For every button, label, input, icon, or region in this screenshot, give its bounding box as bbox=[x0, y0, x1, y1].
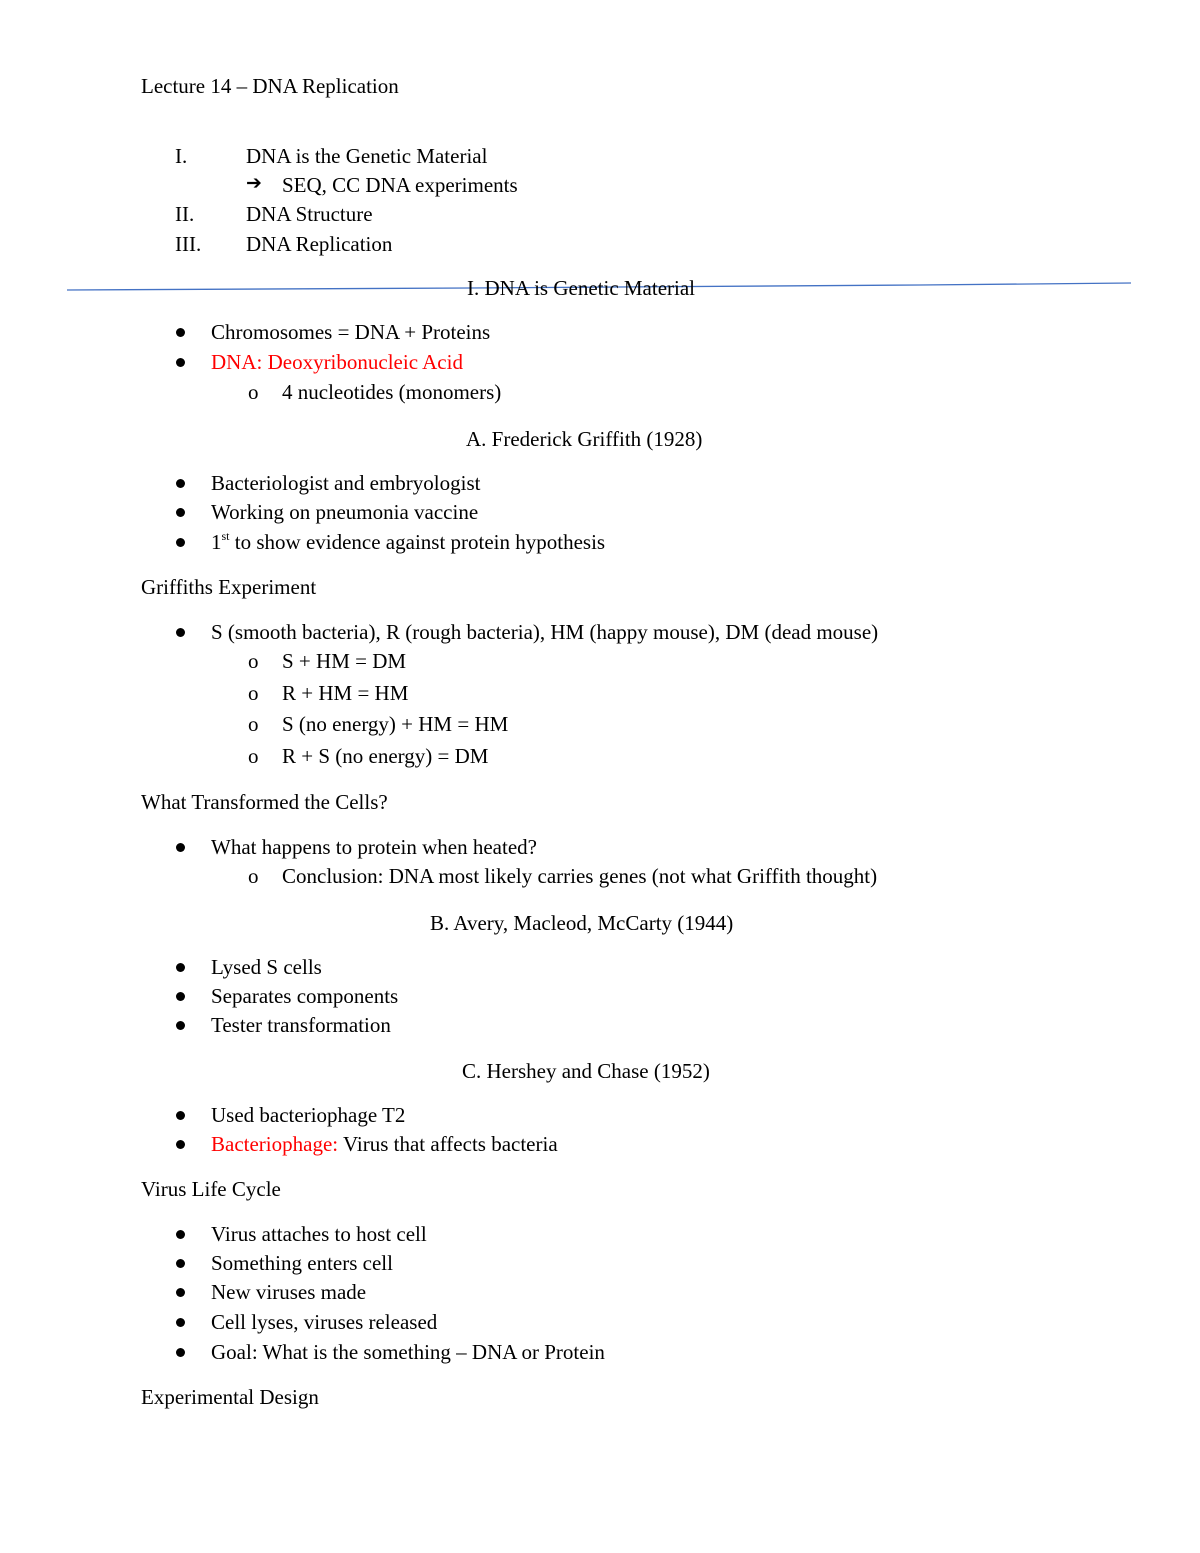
bullet-icon bbox=[176, 1348, 185, 1357]
bullet-icon bbox=[176, 328, 185, 337]
sub-bullet-icon: o bbox=[248, 681, 259, 705]
arrow-icon: ➔ bbox=[246, 172, 262, 194]
bullet-icon bbox=[176, 1111, 185, 1120]
sub-list-item: R + HM = HM bbox=[282, 681, 409, 705]
list-item: S (smooth bacteria), R (rough bacteria), HM (happy mouse), DM (dead mouse) bbox=[211, 620, 879, 644]
list-item bbox=[211, 529, 606, 554]
term: Bacteriophage: bbox=[211, 1132, 339, 1156]
section-divider bbox=[0, 0, 1200, 320]
bullet-icon bbox=[176, 1288, 185, 1297]
sub-bullet-icon: o bbox=[248, 712, 259, 736]
sub-list-item: Conclusion: DNA most likely carries genes (not what Griffith thought) bbox=[282, 864, 878, 888]
term-definition: DNA: Deoxyribonucleic Acid bbox=[211, 350, 463, 374]
list-item: Lysed S cells bbox=[211, 955, 322, 979]
sub-list-item: S (no energy) + HM = HM bbox=[282, 712, 509, 736]
bullet-icon bbox=[176, 1230, 185, 1239]
sub-list-item: R + S (no energy) = DM bbox=[282, 744, 489, 768]
bullet-icon bbox=[176, 538, 185, 547]
divider-line bbox=[920, 283, 1131, 285]
list-item: Bacteriologist and embryologist bbox=[211, 471, 481, 495]
section-heading: A. Frederick Griffith (1928) bbox=[466, 427, 703, 451]
bullet-icon bbox=[176, 1318, 185, 1327]
list-item: Chromosomes = DNA + Proteins bbox=[211, 320, 491, 344]
bullet-icon bbox=[176, 963, 185, 972]
page-title: Lecture 14 – DNA Replication bbox=[141, 74, 399, 98]
list-item: Goal: What is the something – DNA or Protein bbox=[211, 1340, 605, 1364]
section-heading: B. Avery, Macleod, McCarty (1944) bbox=[430, 911, 734, 935]
subheading: Griffiths Experiment bbox=[141, 575, 317, 599]
subheading: Virus Life Cycle bbox=[141, 1177, 281, 1201]
list-item: Working on pneumonia vaccine bbox=[211, 500, 479, 524]
outline-num-1: I. bbox=[175, 144, 188, 168]
divider-line bbox=[67, 288, 470, 290]
list-item: What happens to protein when heated? bbox=[211, 835, 537, 859]
list-item: Used bacteriophage T2 bbox=[211, 1103, 406, 1127]
section-heading: I. DNA is Genetic Material bbox=[467, 276, 696, 300]
bullet-icon bbox=[176, 843, 185, 852]
outline-item-1: DNA is the Genetic Material bbox=[246, 144, 488, 168]
bullet-icon bbox=[176, 628, 185, 637]
bullet-icon bbox=[176, 1259, 185, 1268]
bullet-icon bbox=[176, 1140, 185, 1149]
ordinal-suffix: st bbox=[221, 529, 230, 543]
sub-list-item: S + HM = DM bbox=[282, 649, 407, 673]
list-item: New viruses made bbox=[211, 1280, 367, 1304]
outline-num-3: III. bbox=[175, 232, 202, 256]
list-item bbox=[211, 1134, 558, 1155]
outline-num-2: II. bbox=[175, 202, 195, 226]
bullet-icon bbox=[176, 1021, 185, 1030]
outline-subitem: SEQ, CC DNA experiments bbox=[282, 173, 518, 197]
definition: Virus that affects bacteria bbox=[338, 1132, 558, 1156]
list-item: Separates components bbox=[211, 984, 399, 1008]
ordinal-number: 1 bbox=[211, 530, 222, 554]
list-item: Cell lyses, viruses released bbox=[211, 1310, 438, 1334]
list-item: Virus attaches to host cell bbox=[211, 1222, 427, 1246]
sub-bullet-icon: o bbox=[248, 380, 259, 404]
sub-bullet-icon: o bbox=[248, 744, 259, 768]
subheading: Experimental Design bbox=[141, 1385, 319, 1409]
list-item: Something enters cell bbox=[211, 1251, 393, 1275]
list-item-text: to show evidence against protein hypothesis bbox=[229, 530, 606, 554]
list-item: Tester transformation bbox=[211, 1013, 391, 1037]
bullet-icon bbox=[176, 508, 185, 517]
sub-bullet-icon: o bbox=[248, 649, 259, 673]
bullet-icon bbox=[176, 358, 185, 367]
bullet-icon bbox=[176, 479, 185, 488]
bullet-icon bbox=[176, 992, 185, 1001]
outline-item-2: DNA Structure bbox=[246, 202, 373, 226]
subheading: What Transformed the Cells? bbox=[141, 790, 388, 814]
sub-bullet-icon: o bbox=[248, 864, 259, 888]
section-heading: C. Hershey and Chase (1952) bbox=[462, 1059, 710, 1083]
sub-list-item: 4 nucleotides (monomers) bbox=[282, 380, 502, 404]
outline-item-3: DNA Replication bbox=[246, 232, 393, 256]
